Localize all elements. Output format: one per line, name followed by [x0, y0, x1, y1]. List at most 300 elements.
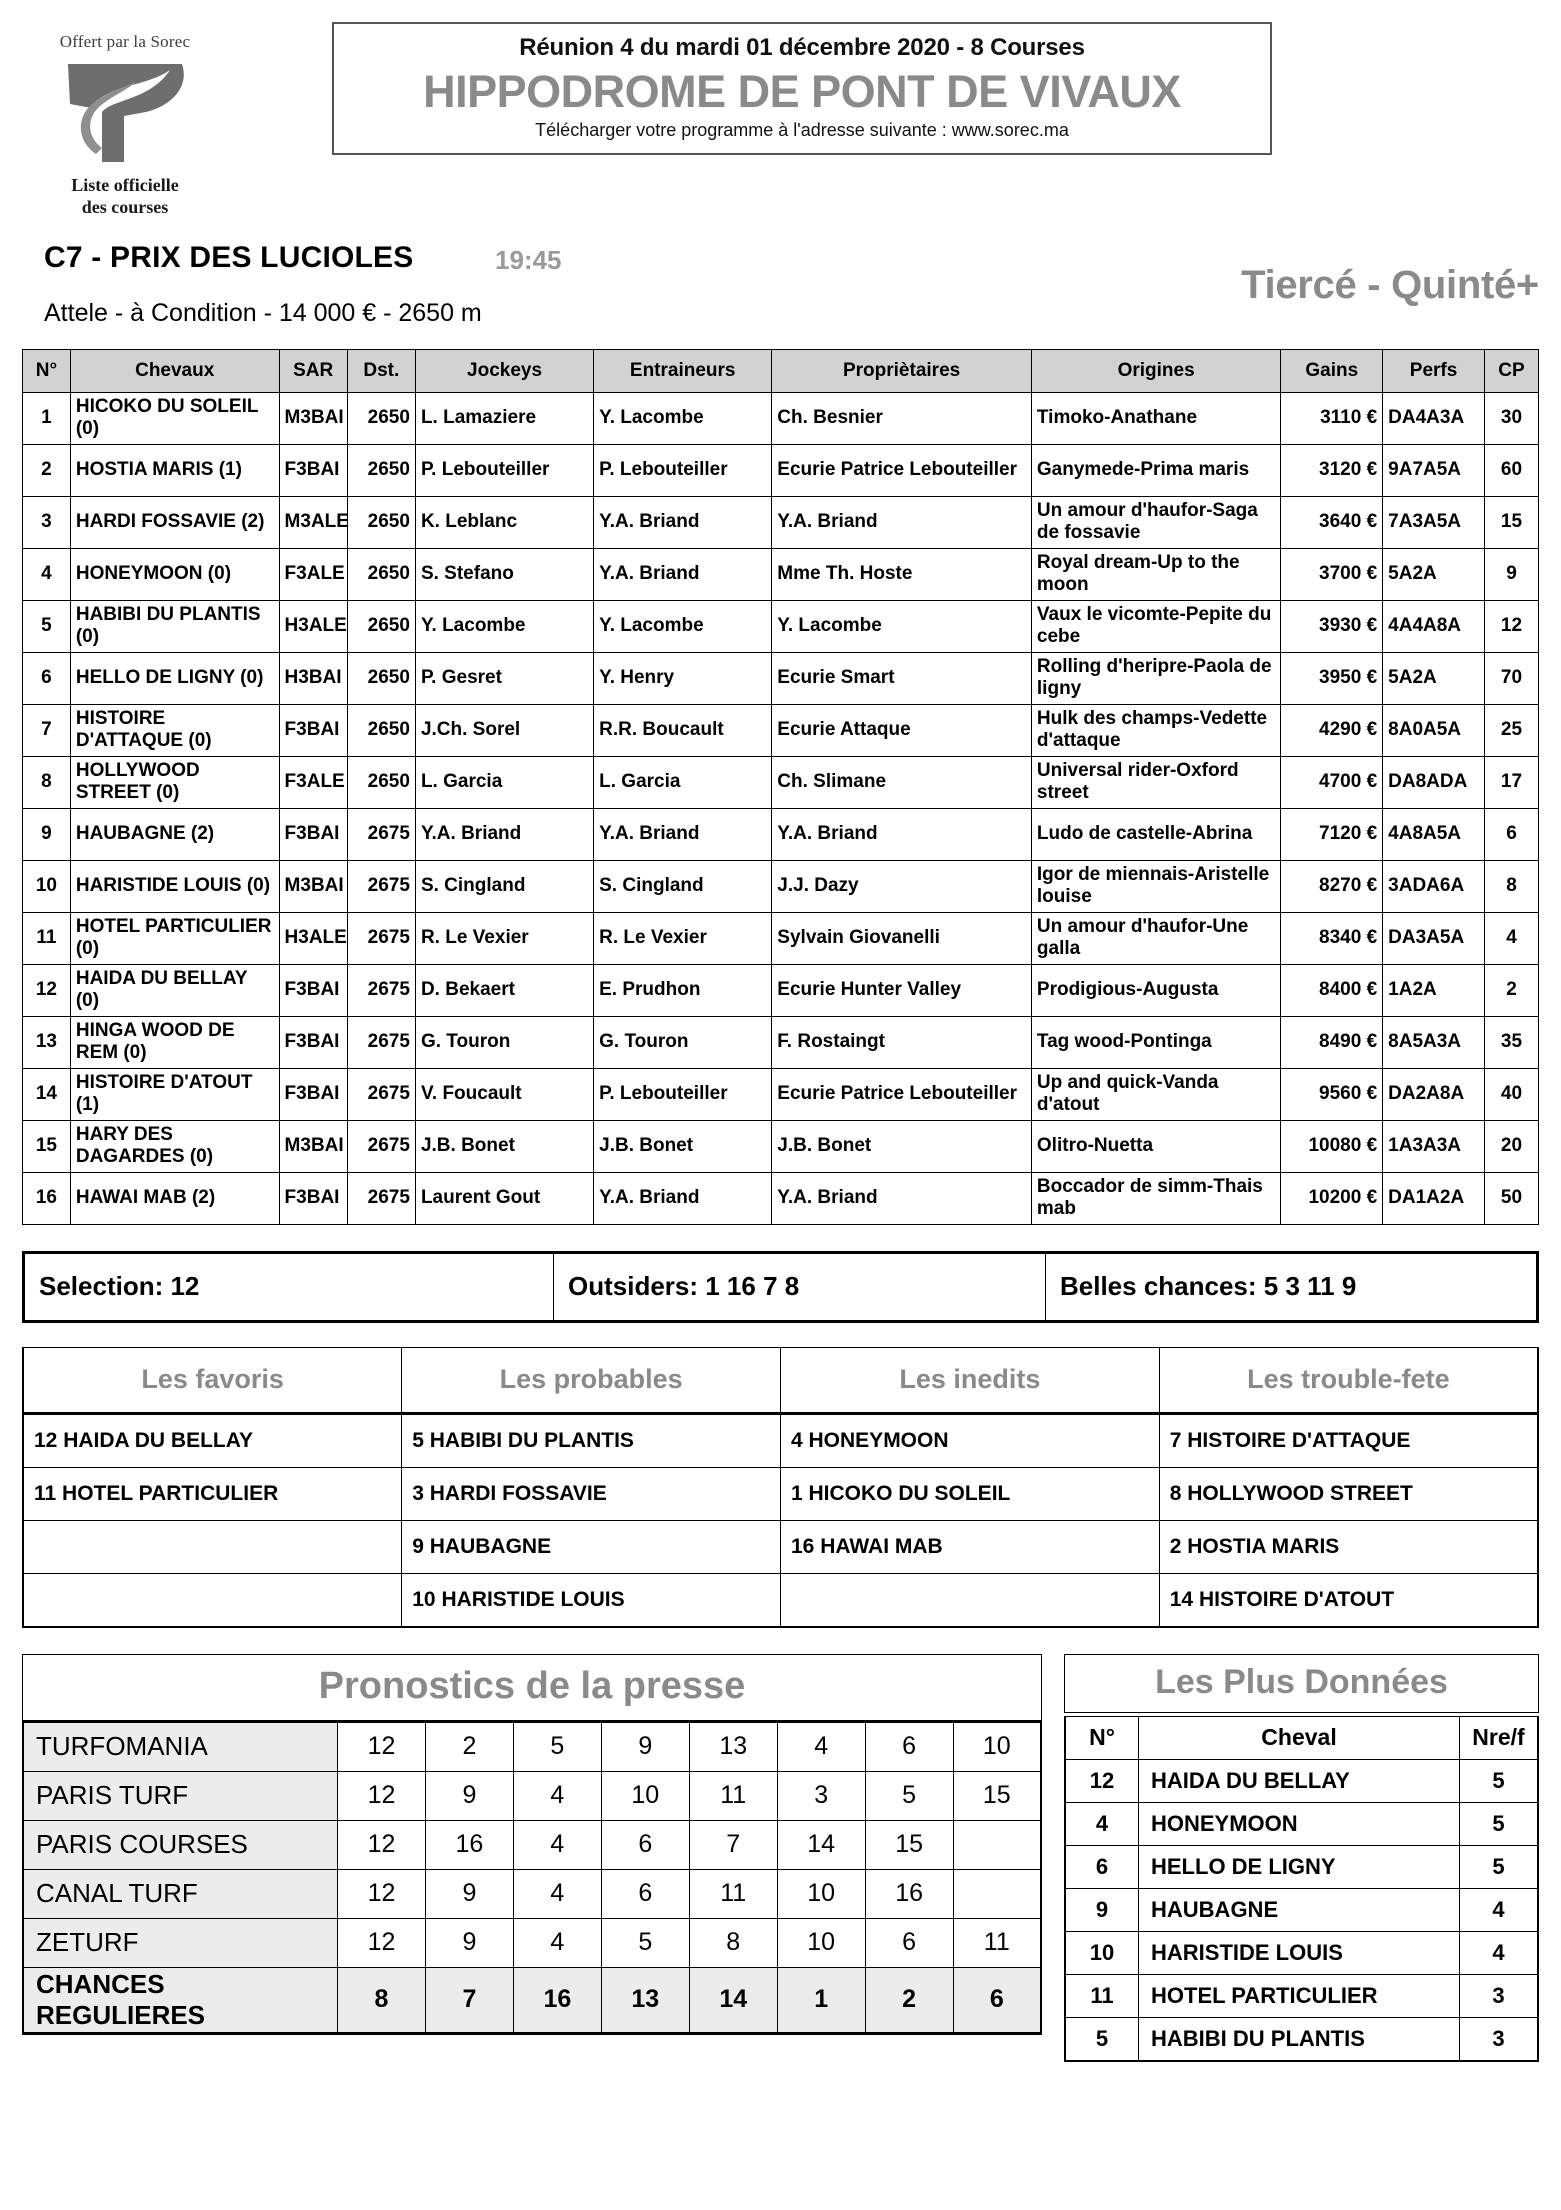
runner-number: 16 — [23, 1172, 71, 1224]
table-row — [23, 1573, 1538, 1627]
press-pick: 12 — [338, 1771, 426, 1820]
runner-number: 4 — [23, 548, 71, 600]
table-row — [1065, 2017, 1538, 2061]
table-row — [1065, 1759, 1538, 1802]
tip-entry: 7 HISTOIRE D'ATTAQUE — [1159, 1413, 1538, 1467]
runner-distance: 2675 — [347, 1120, 415, 1172]
tip-entry: 1 HICOKO DU SOLEIL — [781, 1467, 1160, 1520]
press-pick: 6 — [953, 1967, 1041, 2033]
tip-entry: 11 HOTEL PARTICULIER — [23, 1467, 402, 1520]
runner-jockey: G. Touron — [415, 1016, 593, 1068]
runner-distance: 2650 — [347, 392, 415, 444]
runner-jockey: S. Cingland — [415, 860, 593, 912]
table-row — [23, 1723, 1041, 1772]
most-given-table — [1064, 1716, 1539, 2062]
runner-sar: F3ALE — [279, 756, 347, 808]
runner-perfs: 1A2A — [1383, 964, 1485, 1016]
runner-gains: 8490 € — [1281, 1016, 1383, 1068]
runner-horse-name: HAUBAGNE (2) — [70, 808, 279, 860]
runner-origin: Tag wood-Pontinga — [1031, 1016, 1280, 1068]
runner-owner: Ch. Besnier — [772, 392, 1032, 444]
table-row — [23, 548, 1539, 600]
runner-gains: 3700 € — [1281, 548, 1383, 600]
runner-owner: Y.A. Briand — [772, 496, 1032, 548]
press-pick: 6 — [601, 1820, 689, 1869]
runner-jockey: J.B. Bonet — [415, 1120, 593, 1172]
tip-entry: 8 HOLLYWOOD STREET — [1159, 1467, 1538, 1520]
runner-trainer: R.R. Boucault — [594, 704, 772, 756]
runners-table-body — [23, 392, 1539, 1224]
runner-distance: 2650 — [347, 548, 415, 600]
table-row — [23, 964, 1539, 1016]
most-given-horse: HABIBI DU PLANTIS — [1139, 2017, 1460, 2061]
runner-gains: 8400 € — [1281, 964, 1383, 1016]
runner-perfs: DA2A8A — [1383, 1068, 1485, 1120]
runner-cp: 6 — [1484, 808, 1538, 860]
runner-gains: 7120 € — [1281, 808, 1383, 860]
runner-number: 1 — [23, 392, 71, 444]
runner-cp: 2 — [1484, 964, 1538, 1016]
logo-bottom-text — [0, 175, 250, 219]
press-pick: 11 — [689, 1869, 777, 1918]
runner-owner: Y.A. Briand — [772, 1172, 1032, 1224]
press-pick: 12 — [338, 1723, 426, 1772]
runner-horse-name: HELLO DE LIGNY (0) — [70, 652, 279, 704]
runner-sar: H3ALE — [279, 912, 347, 964]
runner-gains: 8340 € — [1281, 912, 1383, 964]
tips-table — [22, 1347, 1539, 1628]
tips-col-favoris: Les favoris — [23, 1347, 402, 1413]
runner-distance: 2675 — [347, 1172, 415, 1224]
press-predictions-table — [22, 1723, 1042, 2035]
sorec-swirl-logo-icon — [50, 54, 200, 172]
runner-cp: 8 — [1484, 860, 1538, 912]
table-row — [23, 1869, 1041, 1918]
press-pick: 13 — [689, 1723, 777, 1772]
runner-jockey: D. Bekaert — [415, 964, 593, 1016]
col-header-trainer: Entraineurs — [594, 349, 772, 392]
table-row — [23, 1520, 1538, 1573]
logo-top-text: Offert par la Sorec — [59, 32, 191, 51]
runner-distance: 2650 — [347, 600, 415, 652]
runner-origin: Un amour d'haufor-Saga de fossavie — [1031, 496, 1280, 548]
table-row — [23, 1172, 1539, 1224]
most-given-horse: HARISTIDE LOUIS — [1139, 1931, 1460, 1974]
runner-horse-name: HOTEL PARTICULIER (0) — [70, 912, 279, 964]
most-given-number: 11 — [1065, 1974, 1139, 2017]
tip-entry — [23, 1573, 402, 1627]
runner-origin: Ludo de castelle-Abrina — [1031, 808, 1280, 860]
table-row — [23, 704, 1539, 756]
runner-distance: 2650 — [347, 756, 415, 808]
runner-gains: 10200 € — [1281, 1172, 1383, 1224]
most-given-col-horse: Cheval — [1139, 1716, 1460, 1759]
runner-sar: F3BAI — [279, 1016, 347, 1068]
race-heading — [0, 241, 1561, 349]
press-pick: 2 — [425, 1723, 513, 1772]
runner-gains: 4700 € — [1281, 756, 1383, 808]
table-row — [23, 860, 1539, 912]
runner-cp: 60 — [1484, 444, 1538, 496]
runner-perfs: 8A0A5A — [1383, 704, 1485, 756]
col-header-dst: Dst. — [347, 349, 415, 392]
runner-cp: 17 — [1484, 756, 1538, 808]
press-pick: 4 — [513, 1771, 601, 1820]
runner-owner: Ecurie Hunter Valley — [772, 964, 1032, 1016]
runner-horse-name: HAWAI MAB (2) — [70, 1172, 279, 1224]
most-given-number: 5 — [1065, 2017, 1139, 2061]
press-pick: 10 — [953, 1723, 1041, 1772]
runner-trainer: L. Garcia — [594, 756, 772, 808]
runner-perfs: 8A5A3A — [1383, 1016, 1485, 1068]
runner-owner: J.J. Dazy — [772, 860, 1032, 912]
runner-cp: 20 — [1484, 1120, 1538, 1172]
runner-horse-name: HOLLYWOOD STREET (0) — [70, 756, 279, 808]
table-row — [23, 1068, 1539, 1120]
most-given-col-num: N° — [1065, 1716, 1139, 1759]
most-given-number: 10 — [1065, 1931, 1139, 1974]
runner-sar: H3ALE — [279, 600, 347, 652]
download-notice: Télécharger votre programme à l'adresse suivante : www.sorec.ma — [535, 120, 1069, 140]
runner-cp: 12 — [1484, 600, 1538, 652]
runner-jockey: R. Le Vexier — [415, 912, 593, 964]
press-pick — [953, 1820, 1041, 1869]
tip-entry: 10 HARISTIDE LOUIS — [402, 1573, 781, 1627]
runner-number: 5 — [23, 600, 71, 652]
race-conditions: Attele - à Condition - 14 000 € - 2650 m — [44, 298, 482, 327]
runner-number: 15 — [23, 1120, 71, 1172]
runner-trainer: P. Lebouteiller — [594, 444, 772, 496]
tip-entry: 2 HOSTIA MARIS — [1159, 1520, 1538, 1573]
press-pick: 5 — [513, 1723, 601, 1772]
runner-origin: Rolling d'heripre-Paola de ligny — [1031, 652, 1280, 704]
most-given-horse: HELLO DE LIGNY — [1139, 1845, 1460, 1888]
press-pick: 4 — [513, 1869, 601, 1918]
col-header-owner: Propriètaires — [772, 349, 1032, 392]
race-start-time: 19:45 — [495, 244, 562, 275]
table-row — [1065, 1931, 1538, 1974]
runner-owner: Ecurie Attaque — [772, 704, 1032, 756]
press-pick: 12 — [338, 1869, 426, 1918]
press-source-name: CHANCES REGULIERES — [23, 1967, 338, 2033]
selection-bar — [22, 1251, 1539, 1323]
table-row — [23, 808, 1539, 860]
tips-col-probables: Les probables — [402, 1347, 781, 1413]
runner-gains: 3950 € — [1281, 652, 1383, 704]
bet-types-label: Tiercé - Quinté+ — [1241, 262, 1539, 307]
runner-sar: M3ALE — [279, 496, 347, 548]
press-pick: 15 — [953, 1771, 1041, 1820]
runner-gains: 8270 € — [1281, 860, 1383, 912]
runner-horse-name: HONEYMOON (0) — [70, 548, 279, 600]
press-pick: 11 — [689, 1771, 777, 1820]
press-pick: 16 — [865, 1869, 953, 1918]
press-pick: 11 — [953, 1918, 1041, 1967]
runner-horse-name: HOSTIA MARIS (1) — [70, 444, 279, 496]
runner-cp: 50 — [1484, 1172, 1538, 1224]
runner-horse-name: HISTOIRE D'ATOUT (1) — [70, 1068, 279, 1120]
col-header-perfs: Perfs — [1383, 349, 1485, 392]
runner-distance: 2650 — [347, 496, 415, 548]
runner-sar: F3BAI — [279, 964, 347, 1016]
runner-trainer: Y.A. Briand — [594, 1172, 772, 1224]
bottom-section — [22, 1654, 1539, 2062]
press-panel-title: Pronostics de la presse — [22, 1654, 1042, 1723]
runner-origin: Boccador de simm-Thais mab — [1031, 1172, 1280, 1224]
runner-horse-name: HAIDA DU BELLAY (0) — [70, 964, 279, 1016]
press-pick: 8 — [338, 1967, 426, 2033]
runner-perfs: DA4A3A — [1383, 392, 1485, 444]
most-given-count: 3 — [1460, 2017, 1539, 2061]
runner-trainer: R. Le Vexier — [594, 912, 772, 964]
runner-owner: Ecurie Patrice Lebouteiller — [772, 444, 1032, 496]
runner-sar: F3BAI — [279, 1172, 347, 1224]
runners-header-row — [23, 349, 1539, 392]
runner-horse-name: HARISTIDE LOUIS (0) — [70, 860, 279, 912]
most-given-horse: HAIDA DU BELLAY — [1139, 1759, 1460, 1802]
runner-sar: M3BAI — [279, 392, 347, 444]
tips-table-body — [23, 1413, 1538, 1627]
runner-perfs: DA8ADA — [1383, 756, 1485, 808]
runner-number: 11 — [23, 912, 71, 964]
venue-title-box — [332, 22, 1272, 155]
runner-distance: 2675 — [347, 964, 415, 1016]
runner-origin: Un amour d'haufor-Une galla — [1031, 912, 1280, 964]
runner-jockey: V. Foucault — [415, 1068, 593, 1120]
press-pick: 6 — [601, 1869, 689, 1918]
press-pick: 7 — [689, 1820, 777, 1869]
runner-origin: Timoko-Anathane — [1031, 392, 1280, 444]
press-source-name: ZETURF — [23, 1918, 338, 1967]
press-pick: 5 — [865, 1771, 953, 1820]
race-title: C7 - PRIX DES LUCIOLES — [44, 240, 414, 274]
runner-gains: 9560 € — [1281, 1068, 1383, 1120]
press-pick — [953, 1869, 1041, 1918]
runner-cp: 15 — [1484, 496, 1538, 548]
runner-owner: Y. Lacombe — [772, 600, 1032, 652]
runner-sar: F3BAI — [279, 1068, 347, 1120]
runner-distance: 2650 — [347, 704, 415, 756]
outsiders-text: Outsiders: 1 16 7 8 — [554, 1252, 1046, 1321]
runner-trainer: E. Prudhon — [594, 964, 772, 1016]
meeting-info: Réunion 4 du mardi 01 décembre 2020 - 8 Courses — [519, 34, 1085, 61]
sorec-logo — [0, 22, 250, 219]
runner-gains: 3640 € — [1281, 496, 1383, 548]
runner-number: 8 — [23, 756, 71, 808]
runner-owner: Ch. Slimane — [772, 756, 1032, 808]
press-pick: 9 — [425, 1918, 513, 1967]
press-pick: 5 — [601, 1918, 689, 1967]
runner-number: 9 — [23, 808, 71, 860]
runner-perfs: 4A8A5A — [1383, 808, 1485, 860]
most-given-number: 9 — [1065, 1888, 1139, 1931]
most-given-horse: HONEYMOON — [1139, 1802, 1460, 1845]
runner-cp: 25 — [1484, 704, 1538, 756]
press-pick: 15 — [865, 1820, 953, 1869]
runner-jockey: Y.A. Briand — [415, 808, 593, 860]
runner-trainer: Y.A. Briand — [594, 496, 772, 548]
runner-owner: Ecurie Smart — [772, 652, 1032, 704]
press-pick: 4 — [513, 1918, 601, 1967]
runner-trainer: Y.A. Briand — [594, 808, 772, 860]
most-given-count: 5 — [1460, 1759, 1539, 1802]
col-header-num: N° — [23, 349, 71, 392]
tip-entry — [781, 1573, 1160, 1627]
tip-entry: 4 HONEYMOON — [781, 1413, 1160, 1467]
runner-sar: M3BAI — [279, 1120, 347, 1172]
tip-entry: 5 HABIBI DU PLANTIS — [402, 1413, 781, 1467]
press-pick: 10 — [777, 1869, 865, 1918]
table-row — [23, 756, 1539, 808]
page-header — [0, 0, 1561, 219]
runner-number: 14 — [23, 1068, 71, 1120]
runner-owner: F. Rostaingt — [772, 1016, 1032, 1068]
press-pick: 12 — [338, 1918, 426, 1967]
runner-jockey: Laurent Gout — [415, 1172, 593, 1224]
runner-distance: 2650 — [347, 652, 415, 704]
runner-origin: Vaux le vicomte-Pepite du cebe — [1031, 600, 1280, 652]
press-pick: 4 — [513, 1820, 601, 1869]
press-pick: 16 — [513, 1967, 601, 2033]
most-given-horse: HAUBAGNE — [1139, 1888, 1460, 1931]
press-pick: 16 — [425, 1820, 513, 1869]
runner-number: 7 — [23, 704, 71, 756]
runner-number: 6 — [23, 652, 71, 704]
col-header-gains: Gains — [1281, 349, 1383, 392]
runner-trainer: Y. Lacombe — [594, 600, 772, 652]
tip-entry — [23, 1520, 402, 1573]
runner-owner: Y.A. Briand — [772, 808, 1032, 860]
most-given-header-row — [1065, 1716, 1538, 1759]
runner-sar: M3BAI — [279, 860, 347, 912]
table-row — [23, 392, 1539, 444]
col-header-sar: SAR — [279, 349, 347, 392]
col-header-jockey: Jockeys — [415, 349, 593, 392]
runner-perfs: 7A3A5A — [1383, 496, 1485, 548]
tips-table-head — [23, 1347, 1538, 1413]
runner-trainer: Y. Lacombe — [594, 392, 772, 444]
runner-trainer: Y. Henry — [594, 652, 772, 704]
runner-perfs: 5A2A — [1383, 652, 1485, 704]
press-pick: 12 — [338, 1820, 426, 1869]
press-table-body — [23, 1723, 1041, 2034]
most-given-head — [1065, 1716, 1538, 1759]
runner-owner: Mme Th. Hoste — [772, 548, 1032, 600]
press-pick: 9 — [601, 1723, 689, 1772]
runner-perfs: 1A3A3A — [1383, 1120, 1485, 1172]
runner-cp: 9 — [1484, 548, 1538, 600]
runners-table-head — [23, 349, 1539, 392]
press-pick: 10 — [601, 1771, 689, 1820]
runner-perfs: 5A2A — [1383, 548, 1485, 600]
most-given-count: 4 — [1460, 1888, 1539, 1931]
venue-name: HIPPODROME DE PONT DE VIVAUX — [423, 66, 1181, 117]
col-header-origin: Origines — [1031, 349, 1280, 392]
runner-trainer: J.B. Bonet — [594, 1120, 772, 1172]
press-source-name: PARIS COURSES — [23, 1820, 338, 1869]
press-source-name: PARIS TURF — [23, 1771, 338, 1820]
selection-text: Selection: 12 — [24, 1252, 554, 1321]
table-row — [23, 1467, 1538, 1520]
runner-sar: H3BAI — [279, 652, 347, 704]
tips-col-trouble-fete: Les trouble-fete — [1159, 1347, 1538, 1413]
most-given-count: 5 — [1460, 1845, 1539, 1888]
table-row — [1065, 1974, 1538, 2017]
press-pick: 8 — [689, 1918, 777, 1967]
runner-horse-name: HARY DES DAGARDES (0) — [70, 1120, 279, 1172]
runner-gains: 3110 € — [1281, 392, 1383, 444]
tips-col-inedits: Les inedits — [781, 1347, 1160, 1413]
most-given-number: 4 — [1065, 1802, 1139, 1845]
runner-number: 2 — [23, 444, 71, 496]
selection-bar-row — [24, 1252, 1538, 1321]
press-pick: 1 — [777, 1967, 865, 2033]
runner-perfs: DA1A2A — [1383, 1172, 1485, 1224]
runner-distance: 2650 — [347, 444, 415, 496]
runner-trainer: P. Lebouteiller — [594, 1068, 772, 1120]
runners-table — [22, 349, 1539, 1225]
belles-chances-text: Belles chances: 5 3 11 9 — [1046, 1252, 1538, 1321]
most-given-count: 4 — [1460, 1931, 1539, 1974]
tips-header-row — [23, 1347, 1538, 1413]
runner-perfs: DA3A5A — [1383, 912, 1485, 964]
table-row — [23, 1016, 1539, 1068]
runner-origin: Olitro-Nuetta — [1031, 1120, 1280, 1172]
runner-cp: 70 — [1484, 652, 1538, 704]
tip-entry: 14 HISTOIRE D'ATOUT — [1159, 1573, 1538, 1627]
most-given-body — [1065, 1759, 1538, 2061]
tip-entry: 16 HAWAI MAB — [781, 1520, 1160, 1573]
table-row — [23, 1918, 1041, 1967]
runner-sar: F3BAI — [279, 444, 347, 496]
press-pick: 7 — [425, 1967, 513, 2033]
runner-gains: 3930 € — [1281, 600, 1383, 652]
table-row — [1065, 1845, 1538, 1888]
press-pick: 2 — [865, 1967, 953, 2033]
runner-sar: F3ALE — [279, 548, 347, 600]
runner-horse-name: HICOKO DU SOLEIL (0) — [70, 392, 279, 444]
runner-number: 3 — [23, 496, 71, 548]
runner-trainer: Y.A. Briand — [594, 548, 772, 600]
runner-gains: 10080 € — [1281, 1120, 1383, 1172]
runner-jockey: Y. Lacombe — [415, 600, 593, 652]
press-pick: 6 — [865, 1723, 953, 1772]
runner-distance: 2675 — [347, 1016, 415, 1068]
runner-origin: Royal dream-Up to the moon — [1031, 548, 1280, 600]
runner-origin: Prodigious-Augusta — [1031, 964, 1280, 1016]
runner-number: 10 — [23, 860, 71, 912]
most-given-count: 5 — [1460, 1802, 1539, 1845]
runner-jockey: K. Leblanc — [415, 496, 593, 548]
press-pick: 6 — [865, 1918, 953, 1967]
runner-trainer: S. Cingland — [594, 860, 772, 912]
press-pick: 9 — [425, 1771, 513, 1820]
runner-owner: J.B. Bonet — [772, 1120, 1032, 1172]
press-predictions-panel — [22, 1654, 1042, 2035]
table-row — [23, 1820, 1041, 1869]
runner-perfs: 3ADA6A — [1383, 860, 1485, 912]
press-pick: 14 — [777, 1820, 865, 1869]
press-pick: 14 — [689, 1967, 777, 2033]
most-given-number: 6 — [1065, 1845, 1139, 1888]
runner-trainer: G. Touron — [594, 1016, 772, 1068]
runner-perfs: 9A7A5A — [1383, 444, 1485, 496]
runner-jockey: J.Ch. Sorel — [415, 704, 593, 756]
runner-cp: 35 — [1484, 1016, 1538, 1068]
runner-owner: Ecurie Patrice Lebouteiller — [772, 1068, 1032, 1120]
most-given-panel — [1064, 1654, 1539, 2062]
most-given-title: Les Plus Données — [1064, 1654, 1539, 1713]
